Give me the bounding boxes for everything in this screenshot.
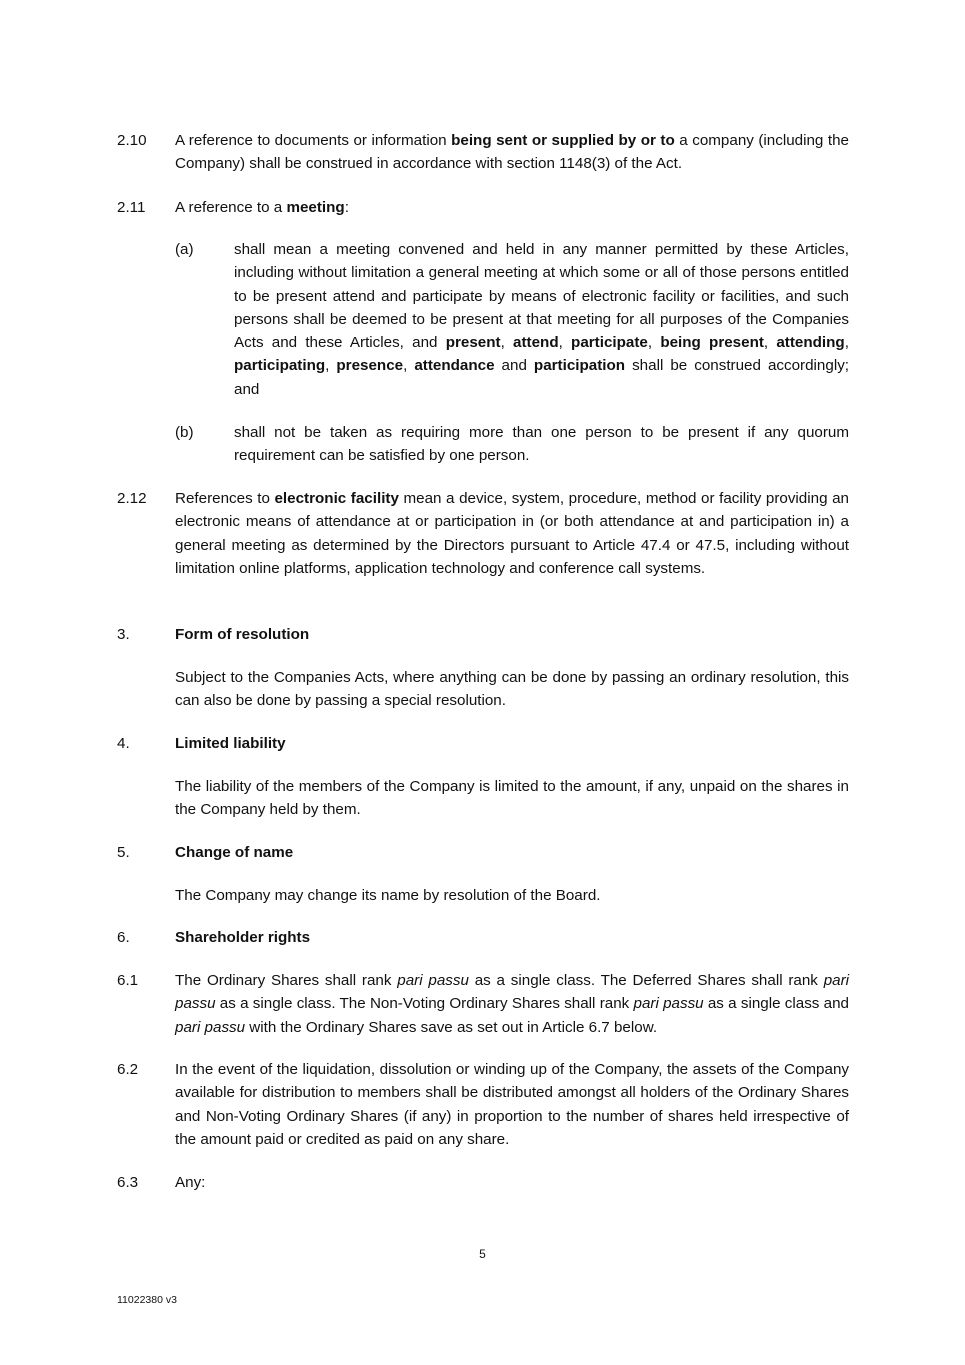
clause-number: 2.12 [117,490,147,507]
clause-number: 6.3 [117,1174,139,1191]
subclause-letter: (b) [175,424,194,441]
clause-2-12 [117,487,849,580]
clause-number: 3. [117,626,130,643]
clause-6-heading [117,926,849,949]
section-heading: Change of name [175,844,294,861]
clause-text: Any: [175,1174,206,1191]
clause-number: 5. [117,844,130,861]
clause-number: 2.11 [117,199,146,216]
clause-5-heading [117,841,849,864]
clause-text: The Company may change its name by resolution of the Board. [175,887,601,904]
page-number: 5 [479,1247,486,1261]
clause-4-heading [117,732,849,755]
clause-2-11-a [175,238,849,401]
clause-text: The Ordinary Shares shall rank pari passu as a single class. The Deferred Shares shall rank pari passu as a single class. The Non-Voting Ordinary Shares shall rank pari passu as a single class and pari passu with the Ordinary Shares save as set out in Article 6.7 below. [175,972,850,1036]
clause-number: 4. [117,735,130,752]
subclause-letter: (a) [175,241,194,258]
clause-text: A reference to a meeting: [175,199,349,216]
clause-2-11-b [175,421,849,468]
clause-number: 6.1 [117,972,139,989]
clause-text: The liability of the members of the Company is limited to the amount, if any, unpaid on the shares in the Company held by them. [175,778,849,819]
clause-text: Subject to the Companies Acts, where anything can be done by passing an ordinary resolution, this can also be done by passing a special resolution. [175,669,849,710]
clause-4-text [117,775,849,822]
clause-text: A reference to documents or information being sent or supplied by or to a company (including the Company) shall be construed in accordance with section 1148(3) of the Act. [175,132,849,173]
clause-number: 6.2 [117,1061,139,1078]
clause-3-text [117,666,849,713]
clause-2-11 [117,196,849,219]
clause-2-10 [117,129,849,176]
subclause-text: shall not be taken as requiring more than one person to be present if any quorum requirement can be satisfied by one person. [234,424,849,465]
section-heading: Limited liability [175,735,286,752]
clause-5-text [117,884,849,907]
clause-6-2 [117,1058,849,1151]
subclause-text: shall mean a meeting convened and held in any manner permitted by these Articles, including without limitation a general meeting at which some or all of those persons entitled to be present attend and participate by means of electronic facility or facilities, and such persons shall be deemed to be present at that meeting for all purposes of the Companies Acts and these Articles, and present, attend, participate, being present, attending, participating, presence, attendance and participation shall be construed accordingly; and [234,241,850,398]
document-reference: 11022380 v3 [117,1294,177,1306]
clause-number: 6. [117,929,130,946]
clause-3-heading [117,623,849,646]
section-heading: Shareholder rights [175,929,311,946]
clause-6-1 [117,969,849,1039]
section-heading: Form of resolution [175,626,310,643]
clause-number: 2.10 [117,132,147,149]
clause-6-3 [117,1171,849,1194]
clause-text: In the event of the liquidation, dissolution or winding up of the Company, the assets of the Company available for distribution to members shall be distributed amongst all holders of the Ordinary Shares and Non-Voting Ordinary Shares (if any) in proportion to the number of shares held irrespective of the amount paid or credited as paid on any share. [175,1061,849,1148]
clause-text: References to electronic facility mean a device, system, procedure, method or facility providing an electronic means of attendance at or participation in (or both attendance at and participation in) a general meeting as determined by the Directors pursuant to Article 47.4 or 47.5, including without limitation online platforms, application technology and conference call systems. [175,490,849,577]
